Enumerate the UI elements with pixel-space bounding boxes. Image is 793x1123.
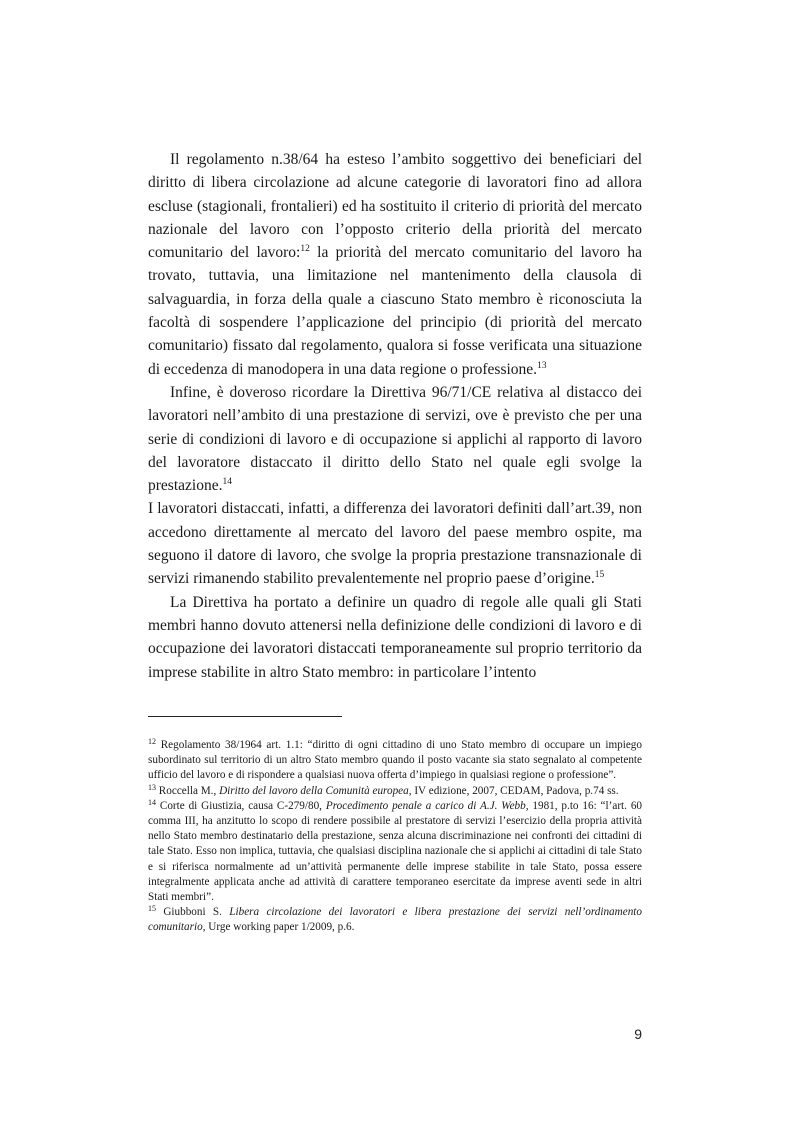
paragraph-4-text: La Direttiva ha portato a definire un quadro di regole alle quali gli Stati membri hanno dovuto attenersi nella definizione delle condizioni di lavoro e di occupazione dei lavoratori distaccati temporaneamente sul proprio territorio da imprese stabilite in altro Stato membro: in particolare l’intento (148, 593, 642, 681)
paragraph-3 (148, 497, 642, 590)
footnote-number: 12 (148, 737, 156, 746)
footnote-text: Corte di Giustizia, causa C-279/80, (156, 799, 326, 812)
paragraph-2-text: Infine, è doveroso ricordare la Direttiva 96/71/CE relativa al distacco dei lavoratori nell’ambito di una prestazione di servizi, ove è previsto che per una serie di condizioni di lavoro e di occupazione si applichi al rapporto di lavoro del lavoratore distaccato il diritto dello Stato nel quale egli svolge la prestazione. (148, 383, 642, 495)
footnotes (148, 738, 642, 936)
footnote-text: Giubboni S. (156, 906, 230, 919)
body-text (148, 148, 642, 684)
footnote-title: Libera circolazione dei lavoratori e libera prestazione dei servizi nell’ordinamento comunitario (148, 906, 642, 934)
paragraph-1-text-a: Il regolamento n.38/64 ha esteso l’ambito soggettivo dei beneficiari del diritto di libera circolazione ad alcune categorie di lavoratori fino ad allora escluse (stagionali, frontalieri) ed ha sostituito il criterio di priorità del mercato nazionale del lavoro con l’opposto criterio della priorità del mercato comunitario del lavoro: (148, 151, 642, 262)
footnote-12 (148, 738, 642, 784)
footnote-text: , Urge working paper 1/2009, p.6. (202, 921, 355, 934)
footnote-text: , IV edizione, 2007, CEDAM, Padova, p.74 ss. (408, 784, 619, 797)
footnote-number: 14 (148, 797, 156, 807)
paragraph-1 (148, 148, 642, 381)
paragraph-2 (148, 381, 642, 497)
footnote-title: Procedimento penale a carico di A.J. Webb, (325, 799, 529, 812)
footnote-ref-12[interactable]: 12 (300, 244, 310, 255)
footnote-text: Regolamento 38/1964 art. 1.1: “diritto di ogni cittadino di uno Stato membro di occupare un impiego subordinato sul territorio di un altro Stato membro quando il posto vacante sia stato segnalato al competente ufficio del lavoro e di rispondere a qualsiasi nuova offerta d’impiego in qualsiasi regione o professione”. (148, 739, 642, 782)
footnote-number: 13 (148, 782, 156, 792)
footnote-title: Diritto del lavoro della Comunità europea (219, 784, 409, 797)
footnote-14 (148, 799, 642, 905)
footnote-13 (148, 784, 642, 799)
footnote-text: 1981, p.to 16: “l’art. 60 comma III, ha anzitutto lo scopo di rendere possibile al prestatore di servizi l’esercizio della propria attività nello Stato membro destinatario della prestazione, senza alcuna discriminazione nei confronti dei cittadini di tale Stato. Esso non implica, tuttavia, che qualsiasi disciplina nazionale che si applichi ai cittadini di tale Stato e si riferisca normalmente ad un’attività permanente delle imprese stabilite in tale Stato, possa essere integralmente applicata anche ad attività di carattere temporaneo esercitate da imprese aventi sede in altri Stati membri”. (148, 799, 643, 904)
footnote-separator (148, 716, 342, 717)
footnote-15 (148, 905, 642, 935)
footnote-ref-15[interactable]: 15 (594, 570, 605, 581)
footnote-number: 15 (148, 904, 156, 914)
page-number: 9 (634, 1026, 642, 1042)
paragraph-4 (148, 591, 642, 684)
paragraph-3-text: I lavoratori distaccati, infatti, a differenza dei lavoratori definiti dall’art.39, non accedono direttamente al mercato del lavoro del paese membro ospite, ma seguono il datore di lavoro, che svolge la propria prestazione transnazionale di servizi rimanendo stabilito prevalentemente nel proprio paese d’origine. (148, 500, 642, 588)
paragraph-1-text-b: la priorità del mercato comunitario del lavoro ha trovato, tuttavia, una limitazione nel mantenimento della clausola di salvaguardia, in forza della quale a ciascuno Stato membro è riconosciuta la facoltà di sospendere l’applicazione del principio (di priorità del mercato comunitario) fissato dal regolamento, qualora si fosse verificata una situazione di eccedenza di manodopera in una data regione o professione. (148, 244, 642, 378)
footnote-text: Roccella M., (156, 784, 220, 797)
footnote-ref-13[interactable]: 13 (537, 360, 547, 371)
footnote-ref-14[interactable]: 14 (222, 477, 232, 488)
